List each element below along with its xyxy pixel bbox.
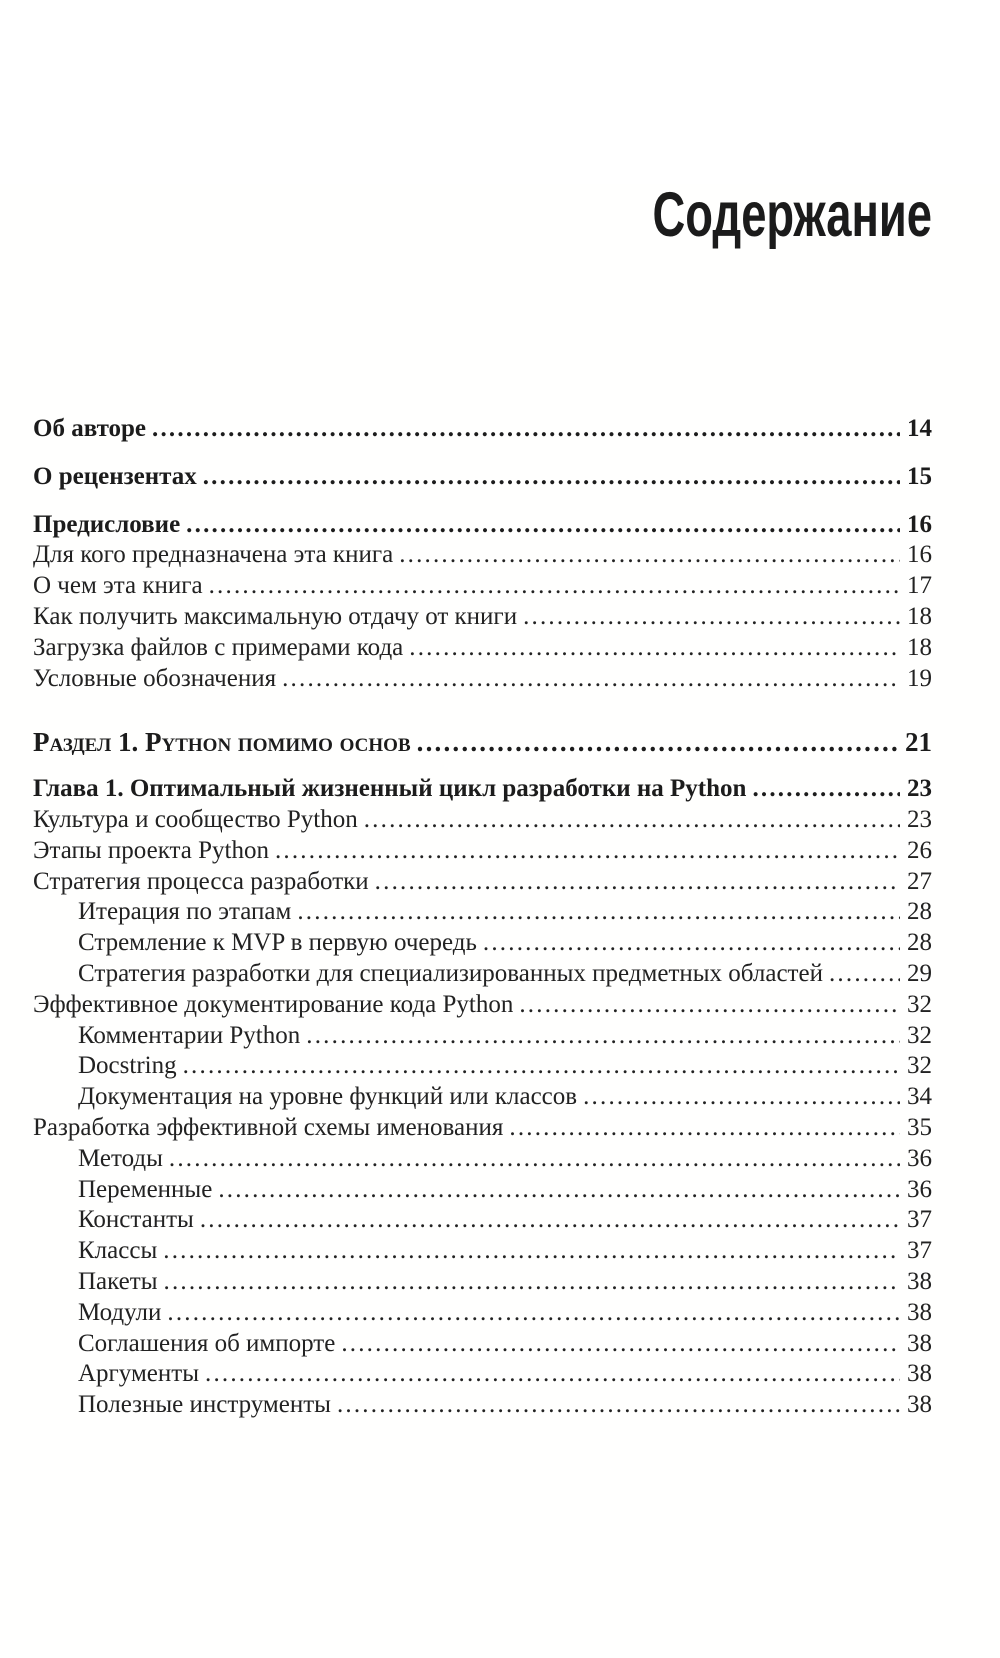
page-number: 26 <box>907 836 932 864</box>
dot-leader <box>483 928 900 959</box>
toc-entry <box>33 990 932 1021</box>
dot-leader <box>523 602 900 633</box>
toc-entry <box>33 462 932 493</box>
toc-entry <box>33 602 932 633</box>
dot-leader <box>164 1267 901 1298</box>
dot-leader <box>203 462 900 493</box>
toc-entry-label: Docstring <box>78 1052 177 1080</box>
dot-leader <box>209 571 900 602</box>
toc-entry-label: О рецензентах <box>33 462 197 490</box>
toc-entry <box>33 540 932 571</box>
dot-leader <box>275 836 900 867</box>
toc-entry-label: Стремление к MVP в первую очередь <box>78 929 477 957</box>
dot-leader <box>364 805 900 836</box>
toc-entry-label: Об авторе <box>33 415 147 442</box>
page-number: 23 <box>907 805 932 833</box>
dot-leader <box>183 1051 900 1082</box>
page-number: 16 <box>907 510 932 538</box>
toc-entry-label: Стратегия процесса разработки <box>33 867 369 895</box>
page-number: 28 <box>907 929 932 957</box>
page-number: 38 <box>907 1391 932 1419</box>
toc-entry <box>33 1051 932 1082</box>
dot-leader <box>509 1113 900 1144</box>
dot-leader <box>337 1390 900 1421</box>
dot-leader <box>186 510 900 541</box>
toc-entry-label: Эффективное документирование кода Python <box>33 990 514 1018</box>
toc-entry <box>33 1267 932 1298</box>
toc-entry-label: Итерация по этапам <box>78 898 292 926</box>
toc-entry <box>33 1113 932 1144</box>
page-number: 19 <box>907 664 932 692</box>
dot-leader <box>399 540 900 571</box>
page-number: 27 <box>907 867 932 895</box>
toc-entry <box>33 928 932 959</box>
dot-leader <box>282 664 900 695</box>
dot-leader <box>169 1144 900 1175</box>
dot-leader <box>375 867 900 898</box>
toc-entry-label: Переменные <box>78 1175 213 1203</box>
toc-entry-label: Модули <box>78 1298 162 1326</box>
toc-entry-label: Разработка эффективной схемы именования <box>33 1113 504 1141</box>
toc-entry-label: Этапы проекта Python <box>33 836 269 864</box>
page-title: Содержание <box>652 180 932 250</box>
toc-entry <box>33 805 932 836</box>
toc-entry-label: Загрузка файлов с примерами кода <box>33 633 404 661</box>
toc-entry <box>33 510 932 541</box>
page-number: 37 <box>907 1206 932 1234</box>
toc-entry <box>33 959 932 990</box>
page-number: 15 <box>907 462 932 490</box>
page-number: 38 <box>907 1360 932 1388</box>
toc-entry-label: Пакеты <box>78 1267 158 1295</box>
dot-leader <box>297 897 900 928</box>
dot-leader <box>829 959 900 990</box>
page-number: 32 <box>907 1052 932 1080</box>
toc-entry-label: О чем эта книга <box>33 572 203 600</box>
page-number: 21 <box>905 727 932 758</box>
page-number: 32 <box>907 990 932 1018</box>
page-number: 14 <box>907 415 932 442</box>
toc-entry-label: Как получить максимальную отдачу от книги <box>33 602 518 630</box>
toc-entry <box>33 1082 932 1113</box>
toc-entry-label: Глава 1. Оптимальный жизненный цикл разработки на Python <box>33 775 747 803</box>
dot-leader <box>152 414 900 445</box>
page-number: 36 <box>907 1175 932 1203</box>
toc-entry <box>33 1021 932 1052</box>
page-number: 18 <box>907 602 932 630</box>
page-number: 34 <box>907 1083 932 1111</box>
toc-page <box>0 180 1000 1658</box>
page-number: 35 <box>907 1113 932 1141</box>
page-number: 23 <box>907 775 932 803</box>
toc-entry <box>33 1175 932 1206</box>
toc-entry <box>33 1359 932 1390</box>
dot-leader <box>205 1359 900 1390</box>
toc-entry <box>33 633 932 664</box>
dot-leader <box>519 990 900 1021</box>
toc-entry-label: Условные обозначения <box>33 664 277 692</box>
toc-entry <box>33 664 932 695</box>
toc-entry-label: Соглашения об импорте <box>78 1329 336 1357</box>
toc-entry-label: Классы <box>78 1237 158 1265</box>
toc-entry-label: Полезные инструменты <box>78 1391 331 1419</box>
dot-leader <box>341 1329 900 1360</box>
toc-entry <box>33 1144 932 1175</box>
toc-entry <box>33 571 932 602</box>
page-number: 38 <box>907 1267 932 1295</box>
toc-entry <box>33 836 932 867</box>
toc-entry-label: Предисловие <box>33 510 181 538</box>
page-number: 28 <box>907 898 932 926</box>
dot-leader <box>752 774 900 805</box>
dot-leader <box>583 1082 900 1113</box>
toc-entry-label: Для кого предназначена эта книга <box>33 541 394 569</box>
toc-entry <box>33 727 932 758</box>
toc-entry <box>33 414 932 445</box>
toc-entry-label: Методы <box>78 1144 163 1172</box>
table-of-contents <box>33 414 932 1421</box>
toc-entry-label: Константы <box>78 1206 194 1234</box>
dot-leader <box>409 633 900 664</box>
toc-entry-label: Комментарии Python <box>78 1021 301 1049</box>
page-number: 32 <box>907 1021 932 1049</box>
page-number: 38 <box>907 1298 932 1326</box>
page-number: 18 <box>907 633 932 661</box>
dot-leader <box>167 1298 900 1329</box>
dot-leader <box>218 1175 900 1206</box>
dot-leader <box>200 1205 900 1236</box>
toc-entry <box>33 1298 932 1329</box>
page-number: 16 <box>907 541 932 569</box>
page-number: 38 <box>907 1329 932 1357</box>
toc-entry <box>33 774 932 805</box>
toc-entry <box>33 1390 932 1421</box>
toc-entry <box>33 1329 932 1360</box>
toc-entry-label: Документация на уровне функций или классов <box>78 1083 578 1111</box>
page-number: 36 <box>907 1144 932 1172</box>
toc-entry <box>33 897 932 928</box>
toc-entry-label: Стратегия разработки для специализированных предметных областей <box>78 959 823 987</box>
toc-entry <box>33 867 932 898</box>
toc-entry-label: Аргументы <box>78 1360 199 1388</box>
toc-entry <box>33 1205 932 1236</box>
toc-entry-label: Раздел 1. Python помимо основ <box>33 727 411 758</box>
dot-leader <box>417 727 898 758</box>
page-number: 17 <box>907 572 932 600</box>
dot-leader <box>306 1021 900 1052</box>
toc-entry-label: Культура и сообщество Python <box>33 805 358 833</box>
page-number: 29 <box>907 959 932 987</box>
toc-entry <box>33 1236 932 1267</box>
page-number: 37 <box>907 1237 932 1265</box>
dot-leader <box>163 1236 900 1267</box>
